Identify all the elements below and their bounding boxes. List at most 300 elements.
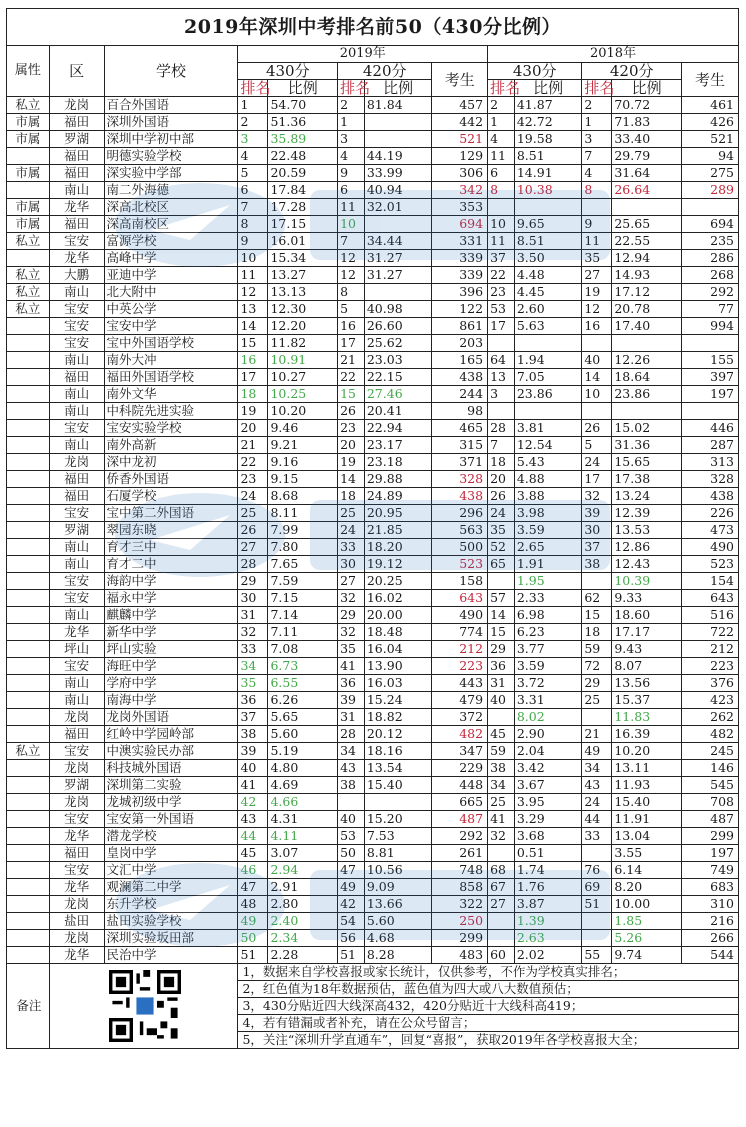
cell-rank-420-2018: 32 — [582, 488, 612, 505]
cell-ratio-420-2018: 17.38 — [612, 471, 682, 488]
cell-candidates-2019: 223 — [432, 658, 488, 675]
cell-candidates-2019: 861 — [432, 318, 488, 335]
notes-label: 备注 — [7, 964, 50, 1049]
table-row — [7, 335, 739, 352]
cell-ratio-430-2019: 7.08 — [268, 641, 338, 658]
table-row — [7, 777, 739, 794]
cell-district: 福田 — [49, 726, 104, 743]
cell-rank-420-2019: 25 — [338, 505, 365, 522]
cell-ratio-420-2019: 5.60 — [364, 913, 432, 930]
cell-attr — [7, 573, 50, 590]
cell-ratio-420-2019: 18.82 — [364, 709, 432, 726]
cell-rank-420-2019: 51 — [338, 947, 365, 964]
cell-school: 宝安实验学校 — [104, 420, 238, 437]
cell-ratio-420-2018: 12.39 — [612, 505, 682, 522]
cell-candidates-2018: 212 — [682, 641, 739, 658]
cell-school: 亚迪中学 — [104, 267, 238, 284]
table-row — [7, 97, 739, 114]
cell-ratio-430-2018: 3.68 — [514, 828, 582, 845]
cell-ratio-420-2019: 18.20 — [364, 539, 432, 556]
cell-rank-420-2019: 49 — [338, 879, 365, 896]
cell-rank-430-2018: 59 — [488, 743, 515, 760]
cell-candidates-2018: 310 — [682, 896, 739, 913]
cell-ratio-430-2018: 3.29 — [514, 811, 582, 828]
cell-school: 深圳外国语 — [104, 114, 238, 131]
cell-candidates-2018: 694 — [682, 216, 739, 233]
header-ratio: 比例 — [268, 80, 338, 97]
cell-ratio-420-2018: 5.26 — [612, 930, 682, 947]
cell-ratio-430-2018: 3.72 — [514, 675, 582, 692]
cell-candidates-2019: 261 — [432, 845, 488, 862]
cell-candidates-2018: 245 — [682, 743, 739, 760]
cell-rank-420-2018: 38 — [582, 556, 612, 573]
cell-rank-430-2018: 1 — [488, 114, 515, 131]
cell-candidates-2019: 165 — [432, 352, 488, 369]
cell-district: 南山 — [49, 284, 104, 301]
cell-district: 坪山 — [49, 641, 104, 658]
cell-ratio-430-2019: 7.65 — [268, 556, 338, 573]
cell-rank-420-2019: 39 — [338, 692, 365, 709]
cell-rank-430-2018: 11 — [488, 148, 515, 165]
cell-rank-430-2019: 12 — [238, 284, 268, 301]
cell-rank-430-2018: 3 — [488, 386, 515, 403]
cell-ratio-420-2019: 26.60 — [364, 318, 432, 335]
cell-ratio-430-2018: 12.54 — [514, 437, 582, 454]
cell-school: 海韵中学 — [104, 573, 238, 590]
cell-district: 宝安 — [49, 658, 104, 675]
cell-rank-430-2019: 21 — [238, 437, 268, 454]
table-row — [7, 675, 739, 692]
cell-ratio-430-2019: 16.01 — [268, 233, 338, 250]
cell-rank-430-2019: 46 — [238, 862, 268, 879]
cell-ratio-430-2018: 2.65 — [514, 539, 582, 556]
cell-district: 龙岗 — [49, 760, 104, 777]
cell-district: 南山 — [49, 386, 104, 403]
cell-rank-420-2018: 33 — [582, 828, 612, 845]
cell-attr — [7, 386, 50, 403]
cell-ratio-430-2018: 9.65 — [514, 216, 582, 233]
cell-rank-430-2018: 60 — [488, 947, 515, 964]
cell-rank-430-2019: 11 — [238, 267, 268, 284]
cell-district: 南山 — [49, 437, 104, 454]
cell-ratio-430-2019: 10.20 — [268, 403, 338, 420]
cell-rank-420-2019: 47 — [338, 862, 365, 879]
table-row — [7, 726, 739, 743]
cell-district: 宝安 — [49, 573, 104, 590]
cell-rank-420-2018: 43 — [582, 777, 612, 794]
header-2019-candidates: 考生 — [432, 63, 488, 97]
cell-ratio-430-2019: 12.20 — [268, 318, 338, 335]
cell-attr — [7, 522, 50, 539]
cell-ratio-420-2018: 13.24 — [612, 488, 682, 505]
cell-candidates-2018 — [682, 199, 739, 216]
cell-ratio-430-2018: 4.48 — [514, 267, 582, 284]
cell-ratio-420-2018: 71.83 — [612, 114, 682, 131]
cell-district: 罗湖 — [49, 777, 104, 794]
cell-attr — [7, 556, 50, 573]
cell-candidates-2018: 722 — [682, 624, 739, 641]
cell-rank-420-2018: 16 — [582, 318, 612, 335]
table-row — [7, 471, 739, 488]
cell-rank-420-2018: 2 — [582, 97, 612, 114]
cell-ratio-420-2019: 20.25 — [364, 573, 432, 590]
table-row — [7, 199, 739, 216]
cell-rank-420-2019: 6 — [338, 182, 365, 199]
cell-rank-430-2019: 16 — [238, 352, 268, 369]
cell-rank-420-2018: 7 — [582, 148, 612, 165]
cell-ratio-430-2019: 4.31 — [268, 811, 338, 828]
cell-ratio-420-2018: 13.11 — [612, 760, 682, 777]
cell-rank-430-2018: 4 — [488, 131, 515, 148]
cell-ratio-430-2018 — [514, 335, 582, 352]
table-row — [7, 862, 739, 879]
cell-ratio-420-2018: 15.65 — [612, 454, 682, 471]
table-row — [7, 641, 739, 658]
cell-ratio-430-2018: 2.02 — [514, 947, 582, 964]
cell-candidates-2018: 292 — [682, 284, 739, 301]
cell-ratio-430-2019: 54.70 — [268, 97, 338, 114]
cell-candidates-2019: 748 — [432, 862, 488, 879]
cell-ratio-430-2018: 2.63 — [514, 930, 582, 947]
cell-attr — [7, 488, 50, 505]
cell-ratio-430-2019: 9.15 — [268, 471, 338, 488]
cell-ratio-430-2018 — [514, 403, 582, 420]
cell-candidates-2018: 235 — [682, 233, 739, 250]
cell-ratio-420-2018: 22.55 — [612, 233, 682, 250]
cell-attr — [7, 913, 50, 930]
cell-candidates-2019: 296 — [432, 505, 488, 522]
cell-school: 中澳实验民办部 — [104, 743, 238, 760]
cell-rank-430-2018 — [488, 930, 515, 947]
cell-rank-430-2018: 24 — [488, 505, 515, 522]
cell-school: 民治中学 — [104, 947, 238, 964]
cell-candidates-2019: 98 — [432, 403, 488, 420]
cell-rank-430-2019: 34 — [238, 658, 268, 675]
header-district: 区 — [49, 46, 104, 97]
cell-ratio-430-2018: 3.59 — [514, 658, 582, 675]
cell-school: 坪山实验 — [104, 641, 238, 658]
cell-attr — [7, 148, 50, 165]
cell-rank-430-2018: 25 — [488, 794, 515, 811]
cell-rank-430-2019: 4 — [238, 148, 268, 165]
cell-attr — [7, 250, 50, 267]
header-2018-candidates: 考生 — [682, 63, 739, 97]
cell-rank-430-2019: 14 — [238, 318, 268, 335]
cell-district: 南山 — [49, 675, 104, 692]
cell-ratio-430-2018: 3.81 — [514, 420, 582, 437]
cell-attr — [7, 675, 50, 692]
cell-ratio-420-2018: 8.07 — [612, 658, 682, 675]
cell-candidates-2019: 487 — [432, 811, 488, 828]
cell-ratio-430-2018: 6.23 — [514, 624, 582, 641]
cell-rank-420-2019: 1 — [338, 114, 365, 131]
cell-rank-430-2018 — [488, 709, 515, 726]
cell-ratio-430-2018: 4.88 — [514, 471, 582, 488]
cell-attr — [7, 471, 50, 488]
cell-rank-430-2019: 39 — [238, 743, 268, 760]
cell-district: 宝安 — [49, 862, 104, 879]
cell-candidates-2019: 443 — [432, 675, 488, 692]
cell-attr: 市属 — [7, 165, 50, 182]
cell-ratio-430-2019: 5.19 — [268, 743, 338, 760]
cell-rank-420-2019: 50 — [338, 845, 365, 862]
cell-rank-420-2018 — [582, 403, 612, 420]
cell-rank-430-2019: 43 — [238, 811, 268, 828]
cell-rank-420-2019: 27 — [338, 573, 365, 590]
cell-ratio-420-2018: 10.39 — [612, 573, 682, 590]
cell-ratio-430-2019: 7.11 — [268, 624, 338, 641]
cell-school: 宝中第二外国语 — [104, 505, 238, 522]
cell-rank-430-2018: 2 — [488, 97, 515, 114]
cell-rank-430-2019: 48 — [238, 896, 268, 913]
cell-ratio-430-2019: 11.82 — [268, 335, 338, 352]
cell-rank-430-2018: 45 — [488, 726, 515, 743]
cell-rank-420-2019: 34 — [338, 743, 365, 760]
cell-candidates-2019: 490 — [432, 607, 488, 624]
cell-candidates-2018: 461 — [682, 97, 739, 114]
cell-district: 龙岗 — [49, 896, 104, 913]
table-row — [7, 148, 739, 165]
table-row — [7, 947, 739, 964]
cell-rank-430-2018: 41 — [488, 811, 515, 828]
cell-rank-430-2018 — [488, 335, 515, 352]
cell-district: 宝安 — [49, 590, 104, 607]
cell-ratio-430-2019: 13.27 — [268, 267, 338, 284]
cell-district: 龙岗 — [49, 930, 104, 947]
cell-rank-430-2019: 27 — [238, 539, 268, 556]
cell-rank-420-2018: 15 — [582, 607, 612, 624]
cell-ratio-420-2019: 25.62 — [364, 335, 432, 352]
cell-district: 大鹏 — [49, 267, 104, 284]
table-row — [7, 607, 739, 624]
page-title: 2019年深圳中考排名前50（430分比例） — [7, 9, 739, 46]
cell-rank-430-2018: 15 — [488, 624, 515, 641]
cell-rank-420-2019: 17 — [338, 335, 365, 352]
table-row — [7, 709, 739, 726]
cell-district: 南山 — [49, 692, 104, 709]
cell-rank-430-2019: 19 — [238, 403, 268, 420]
cell-candidates-2019: 438 — [432, 369, 488, 386]
cell-candidates-2018: 521 — [682, 131, 739, 148]
cell-candidates-2018: 94 — [682, 148, 739, 165]
cell-rank-430-2019: 5 — [238, 165, 268, 182]
cell-candidates-2019: 158 — [432, 573, 488, 590]
cell-school: 红岭中学园岭部 — [104, 726, 238, 743]
cell-candidates-2019: 122 — [432, 301, 488, 318]
cell-candidates-2019: 250 — [432, 913, 488, 930]
cell-candidates-2018: 155 — [682, 352, 739, 369]
cell-attr — [7, 403, 50, 420]
cell-candidates-2019: 858 — [432, 879, 488, 896]
cell-ratio-420-2019: 18.48 — [364, 624, 432, 641]
cell-school: 南外大冲 — [104, 352, 238, 369]
cell-rank-430-2018: 26 — [488, 488, 515, 505]
cell-candidates-2019: 229 — [432, 760, 488, 777]
cell-rank-430-2019: 17 — [238, 369, 268, 386]
cell-rank-420-2018: 76 — [582, 862, 612, 879]
header-2018-430: 430分 — [488, 63, 582, 80]
cell-rank-420-2018 — [582, 573, 612, 590]
cell-ratio-430-2018: 8.51 — [514, 233, 582, 250]
table-row — [7, 828, 739, 845]
cell-candidates-2018: 438 — [682, 488, 739, 505]
cell-rank-430-2019: 28 — [238, 556, 268, 573]
cell-ratio-430-2019: 2.40 — [268, 913, 338, 930]
table-row — [7, 522, 739, 539]
table-row — [7, 811, 739, 828]
cell-ratio-430-2019: 17.15 — [268, 216, 338, 233]
cell-ratio-430-2018: 1.74 — [514, 862, 582, 879]
cell-attr: 私立 — [7, 233, 50, 250]
cell-attr: 私立 — [7, 743, 50, 760]
cell-rank-420-2018: 24 — [582, 794, 612, 811]
cell-ratio-420-2018: 20.78 — [612, 301, 682, 318]
cell-candidates-2019: 396 — [432, 284, 488, 301]
cell-ratio-430-2019: 8.68 — [268, 488, 338, 505]
cell-rank-430-2018: 27 — [488, 896, 515, 913]
cell-rank-420-2018: 24 — [582, 454, 612, 471]
table-row — [7, 658, 739, 675]
cell-rank-420-2019: 28 — [338, 726, 365, 743]
cell-rank-420-2019: 30 — [338, 556, 365, 573]
cell-school: 科技城外国语 — [104, 760, 238, 777]
cell-district: 宝安 — [49, 743, 104, 760]
cell-rank-430-2019: 25 — [238, 505, 268, 522]
header-ratio: 比例 — [612, 80, 682, 97]
cell-ratio-420-2019: 31.27 — [364, 250, 432, 267]
cell-attr — [7, 692, 50, 709]
cell-rank-420-2018 — [582, 199, 612, 216]
cell-rank-420-2019: 9 — [338, 165, 365, 182]
cell-school: 侨香外国语 — [104, 471, 238, 488]
cell-ratio-420-2019: 16.04 — [364, 641, 432, 658]
cell-ratio-430-2019: 13.13 — [268, 284, 338, 301]
cell-rank-420-2018 — [582, 930, 612, 947]
cell-candidates-2018: 487 — [682, 811, 739, 828]
cell-ratio-430-2019: 17.28 — [268, 199, 338, 216]
cell-ratio-430-2018: 1.76 — [514, 879, 582, 896]
cell-rank-430-2019: 45 — [238, 845, 268, 862]
cell-candidates-2018: 223 — [682, 658, 739, 675]
cell-school: 南二外海德 — [104, 182, 238, 199]
cell-rank-430-2019: 3 — [238, 131, 268, 148]
cell-school: 中科院先进实验 — [104, 403, 238, 420]
cell-candidates-2018: 154 — [682, 573, 739, 590]
cell-school: 育才三中 — [104, 539, 238, 556]
cell-rank-430-2018: 67 — [488, 879, 515, 896]
cell-candidates-2019: 129 — [432, 148, 488, 165]
cell-district: 宝安 — [49, 318, 104, 335]
cell-school: 宝中外国语学校 — [104, 335, 238, 352]
cell-ratio-430-2018: 3.95 — [514, 794, 582, 811]
header-year-2019: 2019年 — [238, 46, 488, 63]
header-rank: 排名 — [582, 80, 612, 97]
table-row — [7, 590, 739, 607]
cell-ratio-430-2018: 0.51 — [514, 845, 582, 862]
cell-rank-420-2018: 51 — [582, 896, 612, 913]
cell-ratio-430-2019: 5.60 — [268, 726, 338, 743]
cell-ratio-430-2019: 51.36 — [268, 114, 338, 131]
cell-ratio-420-2019: 81.84 — [364, 97, 432, 114]
cell-ratio-430-2018 — [514, 199, 582, 216]
cell-school: 南外文华 — [104, 386, 238, 403]
cell-ratio-420-2018: 12.86 — [612, 539, 682, 556]
cell-candidates-2018: 482 — [682, 726, 739, 743]
note-row — [7, 964, 739, 981]
cell-rank-420-2019: 23 — [338, 420, 365, 437]
cell-rank-430-2018: 23 — [488, 284, 515, 301]
cell-rank-420-2019: 41 — [338, 658, 365, 675]
cell-rank-430-2018: 20 — [488, 471, 515, 488]
cell-candidates-2019: 342 — [432, 182, 488, 199]
cell-attr — [7, 828, 50, 845]
cell-ratio-430-2019: 35.89 — [268, 131, 338, 148]
cell-rank-430-2019: 10 — [238, 250, 268, 267]
cell-rank-420-2019: 15 — [338, 386, 365, 403]
cell-rank-420-2019: 4 — [338, 148, 365, 165]
cell-candidates-2018: 376 — [682, 675, 739, 692]
cell-ratio-420-2018: 16.39 — [612, 726, 682, 743]
cell-ratio-430-2018: 1.95 — [514, 573, 582, 590]
header-ratio: 比例 — [514, 80, 582, 97]
cell-rank-420-2018 — [582, 335, 612, 352]
cell-rank-430-2019: 6 — [238, 182, 268, 199]
cell-ratio-420-2019: 23.18 — [364, 454, 432, 471]
cell-rank-420-2018: 19 — [582, 284, 612, 301]
cell-ratio-430-2018: 2.90 — [514, 726, 582, 743]
cell-rank-420-2019: 3 — [338, 131, 365, 148]
cell-candidates-2019: 665 — [432, 794, 488, 811]
cell-ratio-420-2018: 29.79 — [612, 148, 682, 165]
cell-ratio-420-2018 — [612, 403, 682, 420]
cell-ratio-420-2019: 9.09 — [364, 879, 432, 896]
cell-candidates-2018: 749 — [682, 862, 739, 879]
cell-candidates-2018: 262 — [682, 709, 739, 726]
cell-ratio-420-2019: 13.66 — [364, 896, 432, 913]
cell-district: 南山 — [49, 556, 104, 573]
cell-school: 百合外国语 — [104, 97, 238, 114]
cell-ratio-420-2018: 10.00 — [612, 896, 682, 913]
header-2019-430: 430分 — [238, 63, 338, 80]
cell-ratio-430-2019: 2.94 — [268, 862, 338, 879]
table-row — [7, 539, 739, 556]
cell-rank-420-2018: 34 — [582, 760, 612, 777]
cell-rank-420-2018: 27 — [582, 267, 612, 284]
cell-rank-420-2018: 37 — [582, 539, 612, 556]
cell-district: 福田 — [49, 148, 104, 165]
cell-ratio-430-2019: 2.34 — [268, 930, 338, 947]
cell-district: 南山 — [49, 607, 104, 624]
cell-rank-420-2019: 20 — [338, 437, 365, 454]
cell-candidates-2018: 994 — [682, 318, 739, 335]
cell-rank-420-2018: 29 — [582, 675, 612, 692]
cell-rank-430-2018: 40 — [488, 692, 515, 709]
cell-rank-430-2018 — [488, 845, 515, 862]
cell-candidates-2019: 212 — [432, 641, 488, 658]
cell-rank-430-2018: 29 — [488, 641, 515, 658]
cell-rank-430-2019: 1 — [238, 97, 268, 114]
cell-school: 潜龙学校 — [104, 828, 238, 845]
cell-ratio-430-2019: 8.11 — [268, 505, 338, 522]
cell-school: 文汇中学 — [104, 862, 238, 879]
header-2019-420: 420分 — [338, 63, 432, 80]
cell-ratio-430-2019: 7.80 — [268, 539, 338, 556]
cell-attr — [7, 794, 50, 811]
cell-ratio-420-2019: 23.03 — [364, 352, 432, 369]
cell-rank-420-2018: 72 — [582, 658, 612, 675]
cell-ratio-430-2018: 23.86 — [514, 386, 582, 403]
cell-rank-430-2018: 52 — [488, 539, 515, 556]
